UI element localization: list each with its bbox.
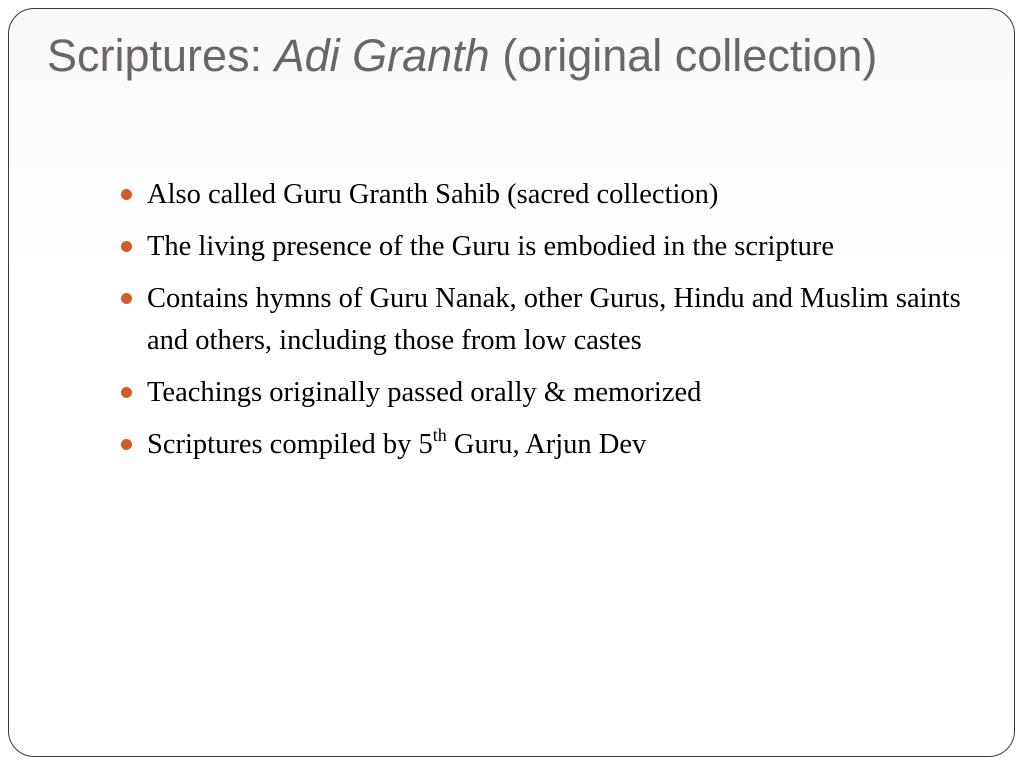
bullet-text: Contains hymns of Guru Nanak, other Gurus, Hindu and Muslim saints and others, including those from low castes bbox=[147, 283, 961, 356]
bullet-marker-icon bbox=[121, 387, 132, 398]
ordinal-superscript: th bbox=[432, 425, 447, 445]
bullet-marker-icon bbox=[121, 189, 132, 200]
bullet-text: The living presence of the Guru is embodied in the scripture bbox=[147, 231, 834, 262]
title-suffix: (original collection) bbox=[489, 30, 878, 81]
bullet-item bbox=[121, 226, 981, 268]
slide-title bbox=[47, 29, 947, 82]
bullet-marker-icon bbox=[121, 439, 132, 450]
bullet-list bbox=[121, 174, 981, 476]
bullet-item bbox=[121, 372, 981, 414]
bullet-item bbox=[121, 174, 981, 216]
slide bbox=[8, 8, 1015, 757]
title-italic: Adi Granth bbox=[274, 30, 490, 81]
title-prefix: Scriptures: bbox=[47, 30, 275, 81]
bullet-text bbox=[147, 425, 647, 460]
bullet-text-before: Scriptures compiled by 5 bbox=[147, 429, 433, 460]
bullet-text: Also called Guru Granth Sahib (sacred collection) bbox=[147, 179, 719, 210]
bullet-text: Teachings originally passed orally & memorized bbox=[147, 377, 702, 408]
bullet-item bbox=[121, 278, 981, 362]
bullet-marker-icon bbox=[121, 293, 132, 304]
bullet-text-after: Guru, Arjun Dev bbox=[446, 429, 647, 460]
bullet-marker-icon bbox=[121, 241, 132, 252]
bullet-item bbox=[121, 424, 981, 466]
